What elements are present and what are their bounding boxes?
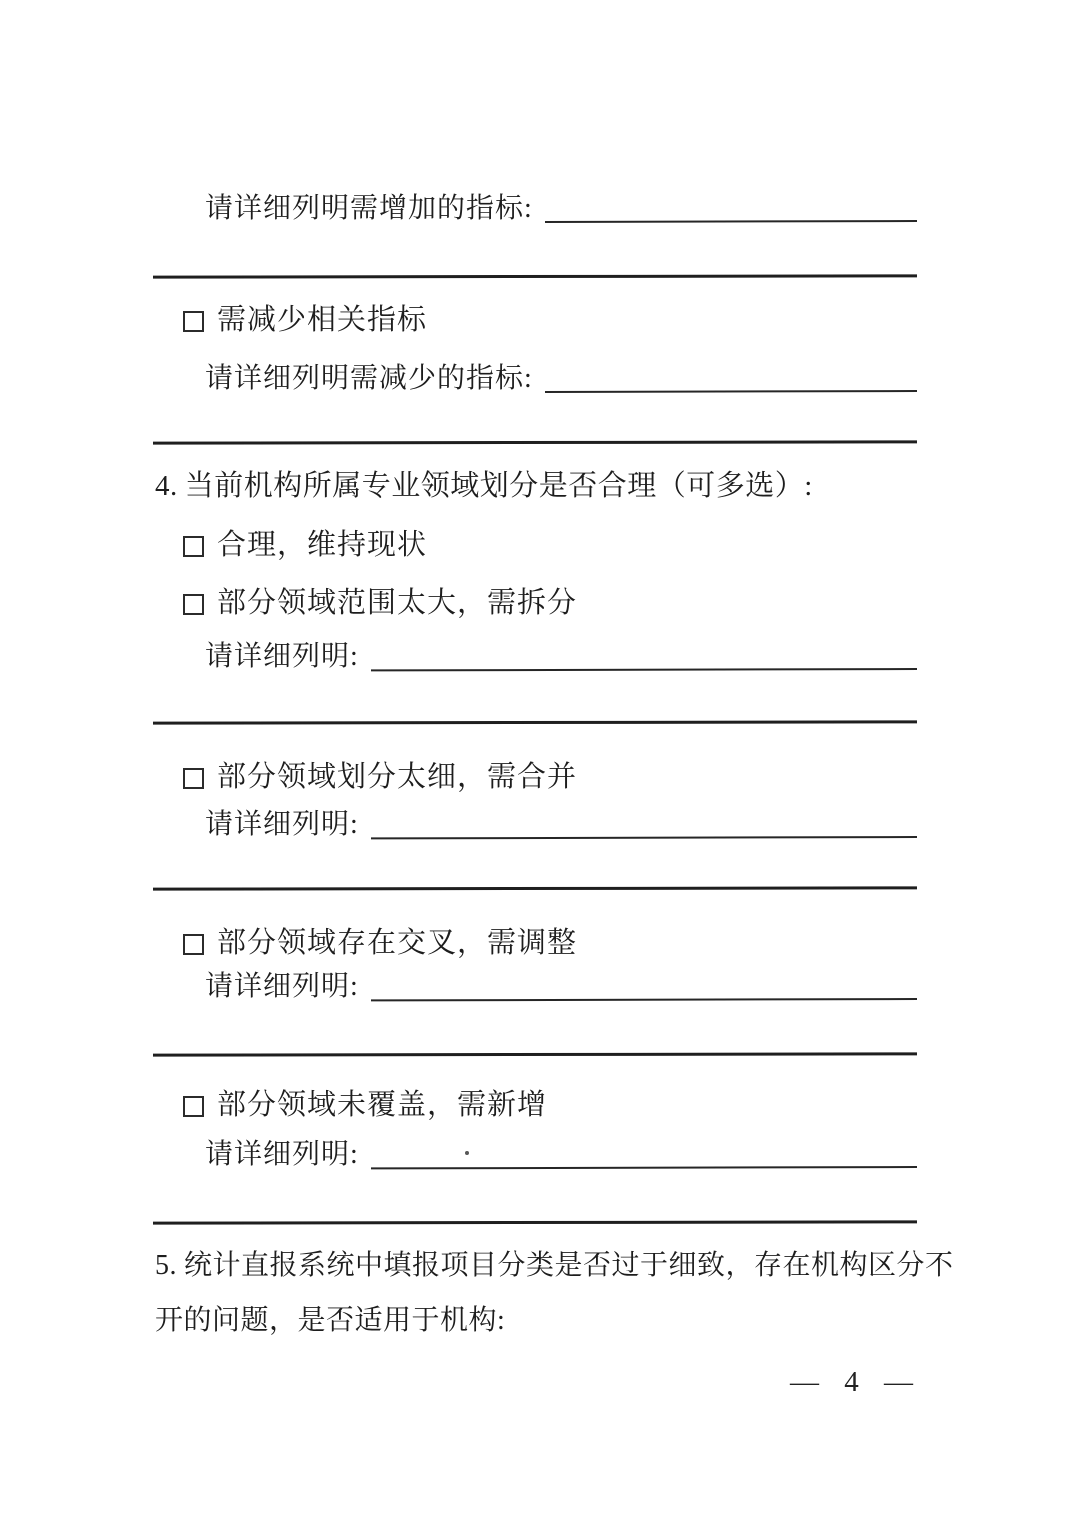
q4-option-4-blank-line[interactable]: [371, 998, 917, 1001]
q4-option-2-detail-row: [205, 638, 917, 674]
q3-add-indicators-continuation-line[interactable]: [153, 274, 917, 278]
q4-option-4-continuation-line[interactable]: [153, 1052, 917, 1056]
question-5-heading-line1: [155, 1248, 954, 1284]
q4-option-2-detail-label: 请详细列明:: [205, 641, 359, 672]
question-5-title-line1: 统计直报系统中填报项目分类是否过于细致，存在机构区分不: [184, 1250, 954, 1281]
q4-option-1-row: [183, 528, 427, 562]
q4-option-5-detail-label: 请详细列明:: [205, 1139, 359, 1170]
q4-option-3-continuation-line[interactable]: [153, 886, 917, 890]
q4-option-2-label: 部分领域范围太大，需拆分: [217, 587, 578, 619]
q4-option-5-checkbox[interactable]: [183, 1096, 204, 1117]
q3-add-indicators-blank-line[interactable]: [545, 220, 917, 223]
question-5-heading-line2: [155, 1303, 505, 1339]
question-4-number: 4.: [155, 470, 178, 502]
q4-option-3-label: 部分领域划分太细，需合并: [217, 761, 578, 793]
question-4-title: 当前机构所属专业领域划分是否合理（可多选）:: [184, 470, 813, 502]
q3-reduce-indicators-detail-row: [205, 360, 917, 396]
question-5-title-line2: 开的问题，是否适用于机构:: [155, 1305, 506, 1336]
q3-add-indicators-detail-row: [205, 190, 917, 226]
q4-option-5-blank-line[interactable]: [371, 1166, 917, 1169]
scan-artifact-dot: [465, 1151, 469, 1155]
q4-option-4-row: [183, 926, 577, 960]
q3-reduce-indicators-label: 需减少相关指标: [217, 304, 428, 336]
q4-option-2-checkbox[interactable]: [183, 594, 204, 615]
q4-option-4-detail-label: 请详细列明:: [205, 971, 359, 1002]
q4-option-3-detail-label: 请详细列明:: [205, 809, 359, 840]
q4-option-5-label: 部分领域未覆盖，需新增: [217, 1089, 548, 1121]
q4-option-2-blank-line[interactable]: [371, 668, 917, 671]
q4-option-2-continuation-line[interactable]: [153, 720, 917, 724]
q4-option-5-detail-row: [205, 1136, 917, 1172]
q3-reduce-indicators-blank-line[interactable]: [545, 390, 917, 393]
q4-option-5-row: [183, 1088, 547, 1122]
q4-option-3-checkbox[interactable]: [183, 768, 204, 789]
q3-reduce-indicators-checkbox[interactable]: [183, 311, 204, 332]
q4-option-1-checkbox[interactable]: [183, 536, 204, 557]
q4-option-4-detail-row: [205, 968, 917, 1004]
q3-reduce-indicators-detail-label: 请详细列明需减少的指标:: [205, 363, 533, 394]
page-number: — 4 —: [790, 1366, 914, 1398]
q4-option-3-blank-line[interactable]: [371, 836, 917, 839]
q4-option-2-row: [183, 586, 577, 620]
q4-option-3-detail-row: [205, 806, 917, 842]
question-5-number: 5.: [155, 1250, 177, 1281]
q3-reduce-indicators-continuation-line[interactable]: [153, 440, 917, 444]
question-4-heading: [155, 468, 813, 504]
q4-option-3-row: [183, 760, 577, 794]
q4-option-1-label: 合理，维持现状: [217, 529, 428, 561]
q3-add-indicators-detail-label: 请详细列明需增加的指标:: [205, 193, 533, 224]
q4-option-5-continuation-line[interactable]: [153, 1220, 917, 1224]
q4-option-4-checkbox[interactable]: [183, 934, 204, 955]
q3-reduce-indicators-option-row: [183, 303, 427, 337]
q4-option-4-label: 部分领域存在交叉，需调整: [217, 927, 578, 959]
